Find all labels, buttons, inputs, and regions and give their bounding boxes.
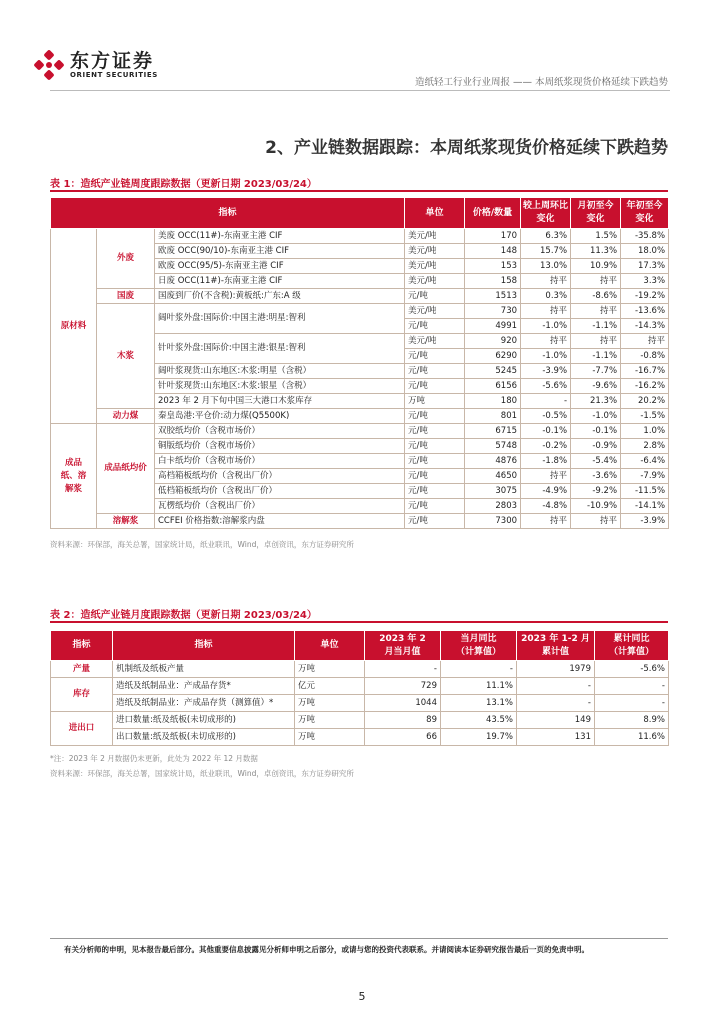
row-wow: -1.0% <box>521 319 571 334</box>
row-wow: -3.9% <box>521 364 571 379</box>
t2-header-yoy-l1: 当月同比 <box>460 633 497 644</box>
t2-header-current-l1: 2023 年 2 <box>379 633 426 644</box>
row-name: 秦皇岛港:平仓价:动力煤(Q5500K) <box>155 409 405 424</box>
report-subtitle: 造纸轻工行业行业周报 —— 本周纸浆现货价格延续下跌趋势 <box>414 77 668 88</box>
t2-header-current <box>365 631 441 661</box>
row-yoy: - <box>441 661 517 678</box>
group-finished-l1: 成品 <box>64 457 82 468</box>
row-wow: 持平 <box>521 274 571 289</box>
monthly-tracking-table <box>50 630 669 746</box>
t2-header-current-l2: 月当月值 <box>384 646 421 657</box>
row-ytd: -7.9% <box>621 469 669 484</box>
row-wow: 6.3% <box>521 229 571 244</box>
row-unit: 万吨 <box>295 729 365 746</box>
t2-header-unit: 单位 <box>295 631 365 661</box>
row-name: 针叶浆现货:山东地区:木浆:银星（含税） <box>155 379 405 394</box>
row-ytd: -13.6% <box>621 304 669 319</box>
row-current: 89 <box>365 712 441 729</box>
logo-name-cn: 东方证券 <box>70 49 155 72</box>
row-mtd: 持平 <box>571 274 621 289</box>
table-row <box>51 712 669 729</box>
row-cumulative-yoy: -5.6% <box>595 661 669 678</box>
table2-caption: 表 2：造纸产业链月度跟踪数据（更新日期 2023/03/24） <box>50 610 317 621</box>
t1-header-ytd <box>621 198 669 229</box>
group-raw-materials: 原材料 <box>51 229 97 424</box>
t2-header-cumulative-yoy <box>595 631 669 661</box>
group-thermal-coal: 动力煤 <box>97 409 155 424</box>
t1-header-ytd-l2: 变化 <box>635 214 654 224</box>
page-number: 5 <box>358 990 366 1003</box>
row-unit: 元/吨 <box>405 454 465 469</box>
group-finished-products <box>51 424 97 529</box>
row-mtd: -9.6% <box>571 379 621 394</box>
row-name: 造纸及纸制品业：产成品存货（测算值）* <box>113 695 295 712</box>
row-cumulative-yoy: 8.9% <box>595 712 669 729</box>
row-mtd: -8.6% <box>571 289 621 304</box>
row-ytd: -1.5% <box>621 409 669 424</box>
row-unit: 美元/吨 <box>405 304 465 319</box>
row-name: 欧废 OCC(90/10)-东南亚主港 CIF <box>155 244 405 259</box>
row-ytd: -6.4% <box>621 454 669 469</box>
row-yoy: 43.5% <box>441 712 517 729</box>
row-ytd: -35.8% <box>621 229 669 244</box>
group-paper-avg-price: 成品纸均价 <box>97 424 155 514</box>
group-wood-pulp: 木浆 <box>97 304 155 409</box>
row-value: 920 <box>465 334 521 349</box>
row-wow: 持平 <box>521 304 571 319</box>
row-value: 4876 <box>465 454 521 469</box>
row-value: 4991 <box>465 319 521 334</box>
row-name: 造纸及纸制品业：产成品存货* <box>113 678 295 695</box>
footer-divider <box>50 938 668 939</box>
row-ytd: 1.0% <box>621 424 669 439</box>
row-unit: 元/吨 <box>405 484 465 499</box>
row-mtd: -1.0% <box>571 409 621 424</box>
row-unit: 万吨 <box>405 394 465 409</box>
row-wow: -1.8% <box>521 454 571 469</box>
row-mtd: -3.6% <box>571 469 621 484</box>
row-name: 美废 OCC(11#)-东南亚主港 CIF <box>155 229 405 244</box>
row-ytd: 持平 <box>621 334 669 349</box>
row-name: 瓦楞纸均价（含税出厂价） <box>155 499 405 514</box>
row-unit: 万吨 <box>295 712 365 729</box>
row-mtd: 持平 <box>571 514 621 529</box>
row-mtd: -10.9% <box>571 499 621 514</box>
t2-header-cumulative-l1: 2023 年 1-2 月 <box>521 633 590 644</box>
table-row <box>51 729 669 746</box>
row-cumulative: 149 <box>517 712 595 729</box>
group-imported-waste: 外废 <box>97 229 155 289</box>
row-current: 729 <box>365 678 441 695</box>
row-yoy: 11.1% <box>441 678 517 695</box>
row-wow: -0.1% <box>521 424 571 439</box>
row-wow: 13.0% <box>521 259 571 274</box>
row-name: 白卡纸均价（含税市场价） <box>155 454 405 469</box>
row-wow: 持平 <box>521 334 571 349</box>
table-row <box>51 661 669 678</box>
row-unit: 元/吨 <box>405 469 465 484</box>
row-cumulative-yoy: - <box>595 678 669 695</box>
table1-source: 资料来源：环保部，海关总署，国家统计局，纸业联讯，Wind，卓创资讯，东方证券研究所 <box>50 540 354 549</box>
group-domestic-waste: 国废 <box>97 289 155 304</box>
row-value: 2803 <box>465 499 521 514</box>
row-mtd: -9.2% <box>571 484 621 499</box>
row-value: 180 <box>465 394 521 409</box>
row-unit: 美元/吨 <box>405 259 465 274</box>
row-yoy: 19.7% <box>441 729 517 746</box>
row-unit: 元/吨 <box>405 379 465 394</box>
table2-header-row <box>51 631 669 661</box>
row-wow: 0.3% <box>521 289 571 304</box>
t1-header-wow-l2: 变化 <box>536 214 555 224</box>
row-wow: -4.9% <box>521 484 571 499</box>
row-cumulative-yoy: - <box>595 695 669 712</box>
row-unit: 万吨 <box>295 661 365 678</box>
row-value: 148 <box>465 244 521 259</box>
row-current: 1044 <box>365 695 441 712</box>
group-dissolving-pulp: 溶解浆 <box>97 514 155 529</box>
row-cumulative: - <box>517 695 595 712</box>
row-wow: -1.0% <box>521 349 571 364</box>
t2-header-category: 指标 <box>51 631 113 661</box>
page-header <box>0 0 724 100</box>
table2-note: *注：2023 年 2 月数据仍未更新，此处为 2022 年 12 月数据 <box>50 754 258 763</box>
row-value: 6156 <box>465 379 521 394</box>
t2-header-cumulative-yoy-l2: （计算值） <box>608 646 654 657</box>
row-unit: 美元/吨 <box>405 244 465 259</box>
t1-header-mtd-l1: 月初至今 <box>577 201 614 211</box>
row-cumulative: - <box>517 678 595 695</box>
row-unit: 元/吨 <box>405 349 465 364</box>
row-unit: 元/吨 <box>405 289 465 304</box>
row-mtd: 持平 <box>571 334 621 349</box>
row-unit: 亿元 <box>295 678 365 695</box>
row-wow: -0.2% <box>521 439 571 454</box>
row-unit: 万吨 <box>295 695 365 712</box>
row-value: 4650 <box>465 469 521 484</box>
row-unit: 元/吨 <box>405 409 465 424</box>
row-wow: -5.6% <box>521 379 571 394</box>
table2-source: 资料来源：环保部，海关总署，国家统计局，纸业联讯，Wind，卓创资讯，东方证券研究所 <box>50 769 354 778</box>
row-ytd: -19.2% <box>621 289 669 304</box>
row-unit: 美元/吨 <box>405 334 465 349</box>
table1-header-row <box>51 198 669 229</box>
row-value: 153 <box>465 259 521 274</box>
group-output: 产量 <box>51 661 113 678</box>
row-mtd: 11.3% <box>571 244 621 259</box>
orient-securities-logo <box>34 50 158 80</box>
table-row <box>51 424 669 439</box>
row-value: 7300 <box>465 514 521 529</box>
row-wow: - <box>521 394 571 409</box>
row-wow: -4.8% <box>521 499 571 514</box>
row-name: 机制纸及纸板产量 <box>113 661 295 678</box>
row-name: 铜版纸均价（含税市场价） <box>155 439 405 454</box>
analyst-disclaimer: 有关分析师的申明，见本报告最后部分。其他重要信息披露见分析师申明之后部分，或请与您的投资代表联系。并请阅读本证券研究报告最后一页的免责申明。 <box>64 945 589 954</box>
row-value: 6290 <box>465 349 521 364</box>
row-ytd: 2.8% <box>621 439 669 454</box>
row-unit: 元/吨 <box>405 424 465 439</box>
row-ytd: 20.2% <box>621 394 669 409</box>
row-current: - <box>365 661 441 678</box>
row-ytd: -14.1% <box>621 499 669 514</box>
row-unit: 元/吨 <box>405 514 465 529</box>
section-title: 2、产业链数据跟踪：本周纸浆现货价格延续下跌趋势 <box>265 138 668 158</box>
row-value: 5245 <box>465 364 521 379</box>
row-mtd: -7.7% <box>571 364 621 379</box>
logo-icon <box>34 50 64 80</box>
table-row <box>51 514 669 529</box>
table-row <box>51 409 669 424</box>
row-mtd: -5.4% <box>571 454 621 469</box>
row-unit: 元/吨 <box>405 319 465 334</box>
row-name: 日废 OCC(11#)-东南亚主港 CIF <box>155 274 405 289</box>
t2-header-cumulative <box>517 631 595 661</box>
group-finished-l2: 纸、溶 <box>60 470 87 481</box>
row-wow: 持平 <box>521 469 571 484</box>
row-unit: 元/吨 <box>405 364 465 379</box>
row-value: 158 <box>465 274 521 289</box>
row-value: 6715 <box>465 424 521 439</box>
row-ytd: -16.2% <box>621 379 669 394</box>
group-finished-l3: 解浆 <box>64 483 82 494</box>
row-wow: 持平 <box>521 514 571 529</box>
row-name: 欧废 OCC(95/5)-东南亚主港 CIF <box>155 259 405 274</box>
row-unit: 元/吨 <box>405 499 465 514</box>
weekly-tracking-table <box>50 197 669 529</box>
row-unit: 美元/吨 <box>405 274 465 289</box>
row-ytd: -14.3% <box>621 319 669 334</box>
t1-header-indicator: 指标 <box>51 198 405 229</box>
row-ytd: 18.0% <box>621 244 669 259</box>
row-value: 1513 <box>465 289 521 304</box>
row-name: 出口数量:纸及纸板(未切成形的) <box>113 729 295 746</box>
logo-name-en: ORIENT SECURITIES <box>70 70 158 79</box>
row-mtd: 1.5% <box>571 229 621 244</box>
row-name: 国废到厂价(不含税):黄板纸:广东:A 级 <box>155 289 405 304</box>
row-value: 170 <box>465 229 521 244</box>
row-mtd: -0.1% <box>571 424 621 439</box>
table-row <box>51 229 669 244</box>
row-value: 801 <box>465 409 521 424</box>
row-mtd: 21.3% <box>571 394 621 409</box>
row-unit: 元/吨 <box>405 439 465 454</box>
row-ytd: 17.3% <box>621 259 669 274</box>
t1-header-price: 价格/数量 <box>465 198 521 229</box>
row-name: 进口数量:纸及纸板(未切成形的) <box>113 712 295 729</box>
t1-header-unit: 单位 <box>405 198 465 229</box>
row-ytd: -3.9% <box>621 514 669 529</box>
row-yoy: 13.1% <box>441 695 517 712</box>
row-ytd: -0.8% <box>621 349 669 364</box>
t2-header-cumulative-yoy-l1: 累计同比 <box>613 633 650 644</box>
row-mtd: 持平 <box>571 304 621 319</box>
t1-header-wow-l1: 较上周环比 <box>523 201 569 211</box>
row-name: 阔叶浆外盘:国际价:中国主港:明星:智利 <box>155 304 405 334</box>
row-name: 双胶纸均价（含税市场价） <box>155 424 405 439</box>
row-cumulative: 131 <box>517 729 595 746</box>
row-unit: 美元/吨 <box>405 229 465 244</box>
group-inventory: 库存 <box>51 678 113 712</box>
t2-header-indicator: 指标 <box>113 631 295 661</box>
row-mtd: 10.9% <box>571 259 621 274</box>
table1-caption-divider <box>50 190 668 192</box>
t1-header-ytd-l1: 年初至今 <box>626 201 663 211</box>
table-row <box>51 289 669 304</box>
row-ytd: 3.3% <box>621 274 669 289</box>
table-row <box>51 695 669 712</box>
t2-header-yoy <box>441 631 517 661</box>
table1-caption: 表 1：造纸产业链周度跟踪数据（更新日期 2023/03/24） <box>50 179 317 190</box>
t1-header-wow <box>521 198 571 229</box>
row-cumulative-yoy: 11.6% <box>595 729 669 746</box>
row-name: CCFEI 价格指数:溶解浆内盘 <box>155 514 405 529</box>
header-divider <box>50 90 670 91</box>
row-name: 低档箱板纸均价（含税出厂价） <box>155 484 405 499</box>
row-value: 3075 <box>465 484 521 499</box>
row-ytd: -11.5% <box>621 484 669 499</box>
row-value: 730 <box>465 304 521 319</box>
t2-header-cumulative-l2: 累计值 <box>541 646 569 657</box>
row-mtd: -1.1% <box>571 349 621 364</box>
table-row <box>51 678 669 695</box>
row-mtd: -1.1% <box>571 319 621 334</box>
row-current: 66 <box>365 729 441 746</box>
row-name: 针叶浆外盘:国际价:中国主港:银星:智利 <box>155 334 405 364</box>
row-ytd: -16.7% <box>621 364 669 379</box>
row-mtd: -0.9% <box>571 439 621 454</box>
t1-header-mtd-l2: 变化 <box>586 214 605 224</box>
t2-header-yoy-l2: （计算值） <box>455 646 501 657</box>
group-import-export: 进出口 <box>51 712 113 746</box>
row-value: 5748 <box>465 439 521 454</box>
row-cumulative: 1979 <box>517 661 595 678</box>
table2-caption-divider <box>50 621 668 623</box>
t1-header-mtd <box>571 198 621 229</box>
row-wow: -0.5% <box>521 409 571 424</box>
row-wow: 15.7% <box>521 244 571 259</box>
table-row <box>51 304 669 319</box>
row-name: 阔叶浆现货:山东地区:木浆:明星（含税） <box>155 364 405 379</box>
row-name: 2023 年 2 月下旬中国三大港口木浆库存 <box>155 394 405 409</box>
row-name: 高档箱板纸均价（含税出厂价） <box>155 469 405 484</box>
